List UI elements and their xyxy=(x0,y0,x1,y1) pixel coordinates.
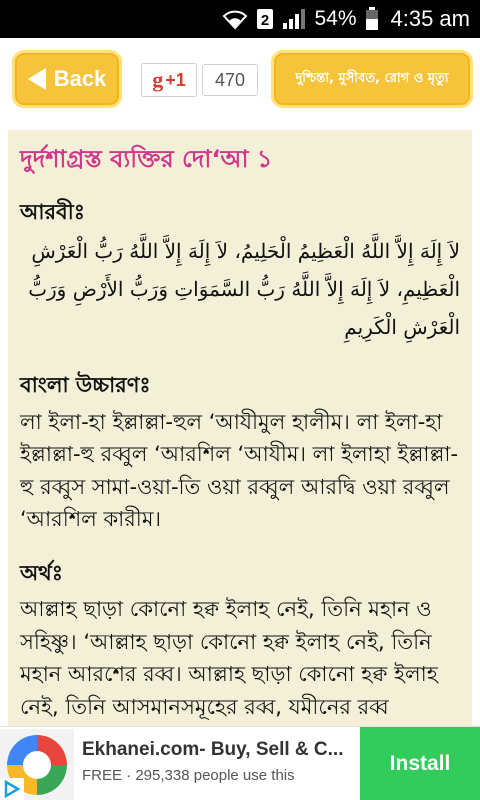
meaning-heading: অর্থঃ xyxy=(20,560,63,585)
install-button[interactable]: Install xyxy=(360,727,480,800)
ad-banner[interactable] xyxy=(0,726,480,800)
back-arrow-icon xyxy=(28,68,46,90)
ad-choices-icon[interactable] xyxy=(0,778,24,800)
page-title: দুর্দশাগ্রস্ত ব্যক্তির দো‘আ ১ xyxy=(20,145,273,173)
status-time: 4:35 am xyxy=(390,6,470,31)
meaning-text: আল্লাহ ছাড়া কোনো হক্ব ইলাহ নেই, তিনি মহান ও সহিষ্ণু। ‘আল্লাহ ছাড়া কোনো হক্ব ইলাহ নেই, তিনি মহান আরশের রব্ব। আল্লাহ ছাড়া কোনো হক্ব ইলাহ নেই, তিনি আসমানসমূহের রব্ব, যমীনের রব্ব xyxy=(20,597,438,719)
plus-one-label: +1 xyxy=(165,69,186,90)
ad-title: Ekhanei.com- Buy, Sell & C... xyxy=(82,739,344,760)
ad-subtitle: FREE · 295,338 people use this xyxy=(82,767,295,784)
google-plus-one-button[interactable] xyxy=(141,63,197,97)
battery-icon xyxy=(365,7,379,31)
google-plus-icon: g xyxy=(152,67,164,92)
arabic-text: لاَ إِلَهَ إِلاَّ اللَّهُ الْعَظِيمُ الْحَلِيمُ، لاَ إِلَهَ إِلاَّ اللَّهُ رَبُّ الْعَرْشِ الْعَظِيمِ، لاَ إِلَهَ إِلاَّ اللَّهُ رَبُّ السَّمَوَاتِ وَرَبُّ الأَرْضِ وَرَبُّ الْعَرْشِ الْكَرِيمِ xyxy=(28,239,460,340)
back-label: Back xyxy=(53,66,107,91)
battery-percent: 54% xyxy=(314,7,357,30)
dua-content xyxy=(8,130,472,726)
top-bar xyxy=(0,38,480,128)
back-button[interactable] xyxy=(12,50,122,108)
plus-one-count: 470 xyxy=(202,64,258,96)
pronunciation-text: লা ইলা-হা ইল্লাল্লা-হুল ‘আযীমুল হালীম। লা ইলা-হা ইল্লাল্লা-হু রব্বুল ‘আরশিল ‘আযীম। লা ইলাহা ইল্লাল্লা-হু রব্বুস সামা-ওয়া-তি ওয়া রব্বুল আরদ্বি ওয়া রব্বুল ‘আরশিল কারীম। xyxy=(20,409,459,532)
svg-text:2: 2 xyxy=(261,12,270,29)
wifi-icon xyxy=(222,8,248,30)
signal-icon xyxy=(282,8,306,30)
category-button[interactable]: দুশ্চিন্তা, মুসীবত, রোগ ও মৃত্যু xyxy=(271,50,473,108)
status-bar xyxy=(0,0,480,38)
arabic-heading: আরবীঃ xyxy=(20,200,85,225)
sim-2-icon xyxy=(256,8,274,30)
pronunciation-heading: বাংলা উচ্চারণঃ xyxy=(20,373,151,398)
